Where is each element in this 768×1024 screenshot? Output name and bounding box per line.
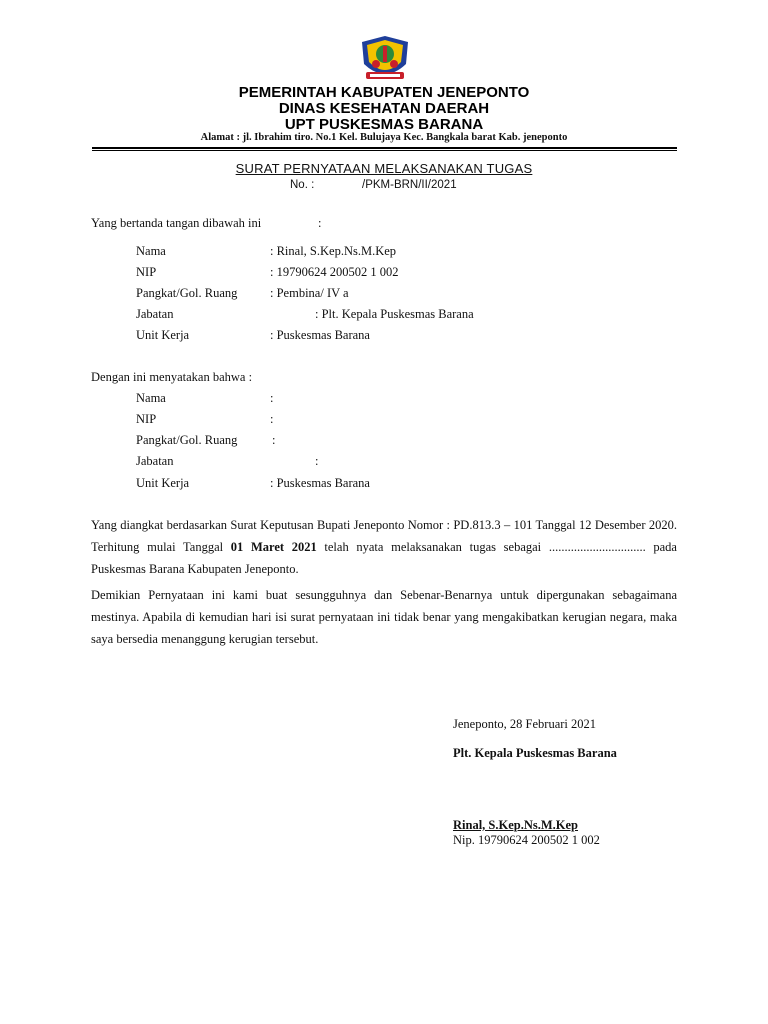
header-divider-thin <box>92 150 677 151</box>
regency-emblem-icon <box>356 34 414 84</box>
signature-place-date: Jeneponto, 28 Februari 2021 <box>453 717 597 731</box>
header-government: PEMERINTAH KABUPATEN JENEPONTO <box>238 84 530 101</box>
header-unit: UPT PUSKESMAS BARANA <box>284 116 484 133</box>
subject-name-label: Nama <box>136 391 166 405</box>
signer-nip-value: : 19790624 200502 1 002 <box>270 265 399 279</box>
subject-position-value: : <box>315 454 319 468</box>
signer-unit-value: : Puskesmas Barana <box>270 328 370 342</box>
signature-position: Plt. Kepala Puskesmas Barana <box>453 746 617 760</box>
header-agency: DINAS KESEHATAN DAERAH <box>278 100 490 117</box>
letter-number-label: No. : <box>290 179 315 191</box>
signature-nip: Nip. 19790624 200502 1 002 <box>453 833 600 847</box>
subject-intro: Dengan ini menyatakan bahwa : <box>91 370 253 384</box>
signer-name-value: : Rinal, S.Kep.Ns.M.Kep <box>270 244 397 258</box>
letter-number <box>290 179 457 191</box>
signer-position-label: Jabatan <box>136 307 174 321</box>
closing-paragraph: Demikian Pernyataan ini kami buat sesungguhnya dan Sebenar-Benarnya untuk dipergunakan sebagaimana mestinya. Apabila di kemudian hari isi surat pernyataan ini tidak benar yang mengakibatkan kerugian negara, maka saya bersedia menanggung kerugian tersebut. <box>91 588 677 646</box>
subject-rank-label: Pangkat/Gol. Ruang <box>136 433 238 447</box>
signer-intro: Yang bertanda tangan dibawah ini <box>91 216 262 230</box>
letter-title: SURAT PERNYATAAN MELAKSANAKAN TUGAS <box>235 161 533 176</box>
signature-name: Rinal, S.Kep.Ns.M.Kep <box>453 818 579 832</box>
signer-position-value: : Plt. Kepala Puskesmas Barana <box>315 307 474 321</box>
header-address: Alamat : jl. Ibrahim tiro. No.1 Kel. Bulujaya Kec. Bangkala barat Kab. jeneponto <box>200 132 568 143</box>
subject-name-value: : <box>270 391 274 405</box>
signer-rank-value: : Pembina/ IV a <box>270 286 349 300</box>
signer-intro-colon: : <box>318 216 322 230</box>
start-date: 01 Maret 2021 <box>230 540 317 554</box>
signer-unit-label: Unit Kerja <box>136 328 190 342</box>
subject-nip-label: NIP <box>136 412 157 426</box>
subject-position-label: Jabatan <box>136 454 174 468</box>
subject-unit-value: : Puskesmas Barana <box>270 476 370 490</box>
signer-name-label: Nama <box>136 244 166 258</box>
header-divider <box>92 147 677 149</box>
subject-rank-value: : <box>272 433 276 447</box>
appointment-paragraph <box>91 514 677 580</box>
letter-number-value: /PKM-BRN/II/2021 <box>362 179 457 191</box>
appointment-text-end: telah nyata melaksanakan tugas sebagai ............................... pada Puskesmas Barana Kabupaten Jeneponto. <box>91 540 677 576</box>
signer-nip-label: NIP <box>136 265 157 279</box>
signer-rank-label: Pangkat/Gol. Ruang <box>136 286 238 300</box>
subject-unit-label: Unit Kerja <box>136 476 190 490</box>
appointment-text-start: Yang diangkat berdasarkan Surat Keputusan Bupati Jeneponto Nomor : PD.813.3 – 101 Tanggal 12 Desember 2020. Terhitung mulai Tanggal <box>91 518 677 554</box>
subject-nip-value: : <box>270 412 274 426</box>
